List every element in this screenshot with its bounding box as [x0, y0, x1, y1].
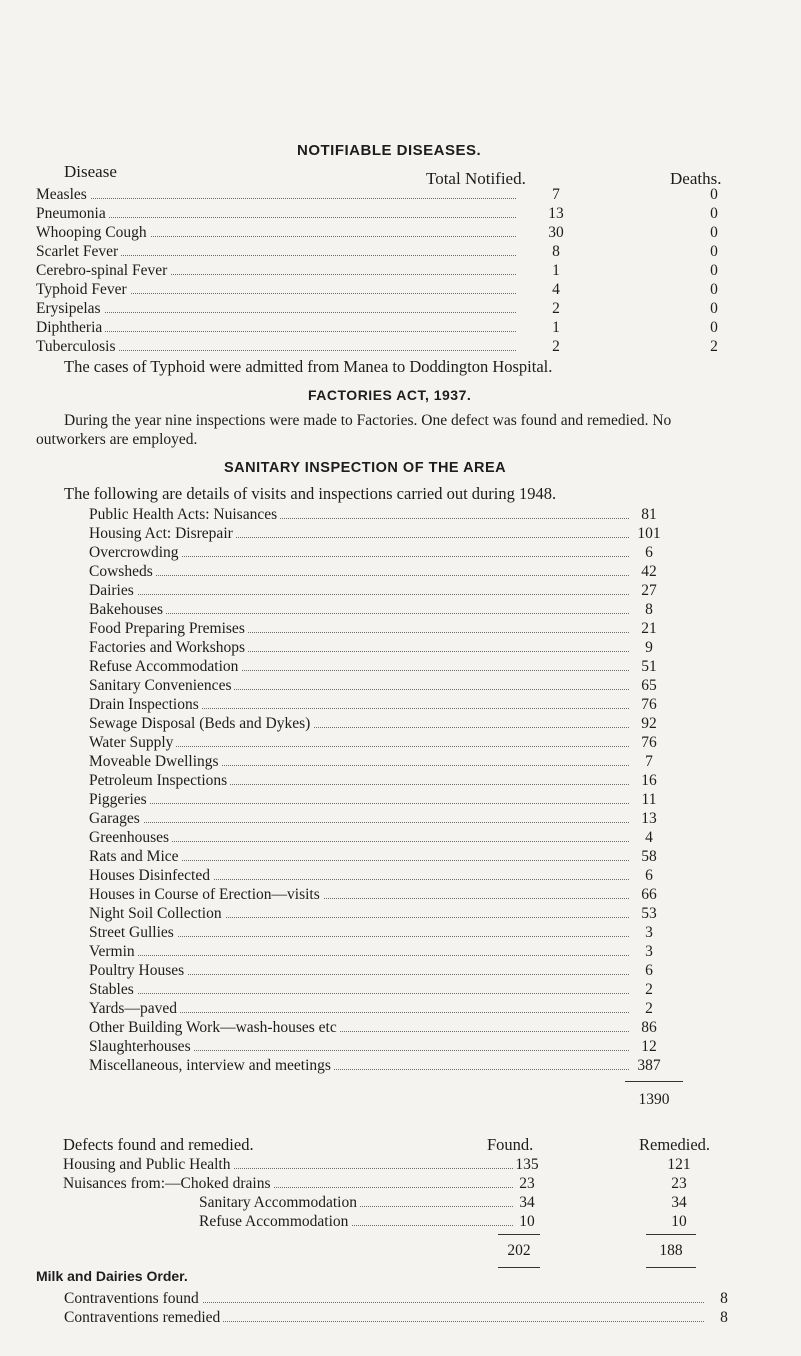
inspection-count: 13	[641, 810, 657, 827]
inspection-name: Sanitary Conveniences	[89, 676, 234, 695]
remedied-total-rule	[646, 1234, 696, 1235]
table-row	[89, 904, 689, 923]
sanitary-title: SANITARY INSPECTION OF THE AREA	[224, 460, 507, 476]
inspection-name: Water Supply	[89, 733, 176, 752]
typhoid-note: The cases of Typhoid were admitted from Manea to Doddington Hospital.	[64, 357, 553, 376]
deaths: 2	[710, 338, 718, 355]
inspection-count: 3	[645, 943, 653, 960]
inspection-name: Street Gullies	[89, 923, 177, 942]
table-row	[89, 524, 689, 543]
inspection-count: 76	[641, 734, 657, 751]
table-row	[89, 733, 689, 752]
table-row	[36, 261, 736, 280]
deaths: 0	[710, 300, 718, 317]
defect-name: Housing and Public Health	[63, 1155, 233, 1174]
table-row	[36, 318, 736, 337]
table-row	[89, 847, 689, 866]
table-row	[89, 657, 689, 676]
col-found-header: Found.	[487, 1135, 534, 1154]
defect-name: Refuse Accommodation	[199, 1212, 351, 1231]
inspection-name: Rats and Mice	[89, 847, 182, 866]
found-bottom-rule	[498, 1267, 540, 1268]
table-row	[36, 280, 736, 299]
table-row	[89, 581, 689, 600]
inspection-name: Poultry Houses	[89, 961, 187, 980]
inspection-name: Food Preparing Premises	[89, 619, 248, 638]
remedied-bottom-rule	[646, 1267, 696, 1268]
inspection-count: 51	[641, 658, 657, 675]
defects-remedied: 10	[671, 1213, 687, 1230]
inspection-name: Slaughterhouses	[89, 1037, 194, 1056]
notifiable-title: NOTIFIABLE DISEASES.	[297, 142, 482, 159]
table-row	[89, 619, 689, 638]
defects-total-found: 202	[507, 1242, 531, 1259]
disease-name: Measles	[36, 185, 90, 204]
inspection-name: Overcrowding	[89, 543, 182, 562]
disease-name: Pneumonia	[36, 204, 109, 223]
defects-total-remedied: 188	[659, 1242, 683, 1259]
inspection-count: 101	[637, 525, 661, 542]
col-remedied-header: Remedied.	[639, 1135, 711, 1154]
total-notified: 30	[548, 224, 564, 241]
defects-found: 23	[519, 1175, 535, 1192]
inspection-count: 42	[641, 563, 657, 580]
sanitary-intro: The following are details of visits and inspections carried out during 1948.	[64, 484, 557, 503]
defects-remedied: 23	[671, 1175, 687, 1192]
inspection-name: Stables	[89, 980, 137, 999]
table-row	[64, 1308, 744, 1327]
table-row	[89, 714, 689, 733]
total-notified: 2	[552, 300, 560, 317]
table-row	[89, 923, 689, 942]
defect-name: Sanitary Accommodation	[199, 1193, 360, 1212]
total-notified: 1	[552, 262, 560, 279]
inspection-name: Dairies	[89, 581, 137, 600]
disease-name: Cerebro-spinal Fever	[36, 261, 170, 280]
table-row	[89, 1018, 689, 1037]
disease-name: Scarlet Fever	[36, 242, 121, 261]
table-row	[89, 961, 689, 980]
inspection-count: 4	[645, 829, 653, 846]
inspection-name: Factories and Workshops	[89, 638, 248, 657]
inspection-count: 27	[641, 582, 657, 599]
inspection-name: Drain Inspections	[89, 695, 202, 714]
inspection-name: Sewage Disposal (Beds and Dykes)	[89, 714, 313, 733]
table-row	[89, 505, 689, 524]
inspection-name: Greenhouses	[89, 828, 172, 847]
total-notified: 2	[552, 338, 560, 355]
disease-name: Erysipelas	[36, 299, 104, 318]
contravention-count: 8	[720, 1309, 728, 1326]
table-row	[89, 676, 689, 695]
contravention-name: Contraventions remedied	[64, 1308, 223, 1327]
table-row	[89, 980, 689, 999]
disease-name: Typhoid Fever	[36, 280, 130, 299]
total-notified: 4	[552, 281, 560, 298]
inspection-count: 6	[645, 962, 653, 979]
deaths: 0	[710, 319, 718, 336]
table-row	[36, 185, 736, 204]
disease-name: Tuberculosis	[36, 337, 119, 356]
disease-name: Diphtheria	[36, 318, 105, 337]
inspection-count: 2	[645, 981, 653, 998]
table-row	[89, 752, 689, 771]
inspection-count: 7	[645, 753, 653, 770]
table-row	[89, 1037, 689, 1056]
inspection-name: Refuse Accommodation	[89, 657, 241, 676]
table-row	[89, 543, 689, 562]
inspection-name: Bakehouses	[89, 600, 166, 619]
deaths: 0	[710, 224, 718, 241]
table-row	[36, 299, 736, 318]
inspection-count: 86	[641, 1019, 657, 1036]
table-row	[89, 828, 689, 847]
defects-found: 135	[515, 1156, 539, 1173]
table-row	[89, 638, 689, 657]
sanitary-total: 1390	[638, 1091, 670, 1108]
deaths: 0	[710, 262, 718, 279]
total-notified: 7	[552, 186, 560, 203]
inspection-name: Yards—paved	[89, 999, 180, 1018]
inspection-count: 21	[641, 620, 657, 637]
col-disease-header: Disease	[64, 162, 117, 181]
factories-title: FACTORIES ACT, 1937.	[308, 387, 472, 403]
inspection-name: Piggeries	[89, 790, 150, 809]
inspection-count: 58	[641, 848, 657, 865]
table-row	[89, 885, 689, 904]
total-notified: 1	[552, 319, 560, 336]
table-row	[89, 809, 689, 828]
table-row	[89, 600, 689, 619]
disease-name: Whooping Cough	[36, 223, 150, 242]
total-notified: 8	[552, 243, 560, 260]
inspection-name: Cowsheds	[89, 562, 156, 581]
found-total-rule	[498, 1234, 540, 1235]
inspection-count: 11	[641, 791, 657, 808]
defects-title: Defects found and remedied.	[63, 1135, 254, 1154]
inspection-name: Houses Disinfected	[89, 866, 213, 885]
table-row	[199, 1212, 703, 1231]
table-row	[36, 242, 736, 261]
factories-text: During the year nine inspections were made to Factories. One defect was found and remedied. No outworkers are employed.	[36, 412, 672, 448]
sanitary-total-rule	[625, 1081, 683, 1082]
table-row	[63, 1174, 703, 1193]
table-row	[89, 771, 689, 790]
contravention-name: Contraventions found	[64, 1289, 202, 1308]
contravention-count: 8	[720, 1290, 728, 1307]
inspection-count: 65	[641, 677, 657, 694]
inspection-name: Miscellaneous, interview and meetings	[89, 1056, 334, 1075]
table-row	[89, 942, 689, 961]
table-row	[36, 337, 736, 356]
inspection-count: 76	[641, 696, 657, 713]
table-row	[89, 866, 689, 885]
inspection-name: Garages	[89, 809, 143, 828]
inspection-count: 53	[641, 905, 657, 922]
table-row	[89, 999, 689, 1018]
inspection-name: Night Soil Collection	[89, 904, 225, 923]
inspection-name: Vermin	[89, 942, 138, 961]
defects-remedied: 34	[671, 1194, 687, 1211]
inspection-count: 92	[641, 715, 657, 732]
inspection-name: Moveable Dwellings	[89, 752, 222, 771]
col-total-header: Total Notified.	[426, 169, 526, 188]
inspection-count: 6	[645, 544, 653, 561]
table-row	[89, 790, 689, 809]
inspection-name: Other Building Work—wash-houses etc	[89, 1018, 340, 1037]
table-row	[89, 562, 689, 581]
inspection-count: 66	[641, 886, 657, 903]
total-notified: 13	[548, 205, 564, 222]
inspection-name: Petroleum Inspections	[89, 771, 230, 790]
deaths: 0	[710, 186, 718, 203]
table-row	[89, 695, 689, 714]
inspection-count: 2	[645, 1000, 653, 1017]
table-row	[63, 1155, 703, 1174]
defect-name: Nuisances from:—Choked drains	[63, 1174, 274, 1193]
inspection-name: Public Health Acts: Nuisances	[89, 505, 280, 524]
defects-found: 10	[519, 1213, 535, 1230]
inspection-count: 16	[641, 772, 657, 789]
table-row	[36, 223, 736, 242]
defects-remedied: 121	[667, 1156, 691, 1173]
table-row	[199, 1193, 703, 1212]
inspection-count: 387	[637, 1057, 661, 1074]
col-deaths-header: Deaths.	[670, 169, 722, 188]
table-row	[89, 1056, 689, 1075]
deaths: 0	[710, 205, 718, 222]
inspection-count: 6	[645, 867, 653, 884]
deaths: 0	[710, 243, 718, 260]
inspection-name: Housing Act: Disrepair	[89, 524, 236, 543]
inspection-count: 12	[641, 1038, 657, 1055]
inspection-name: Houses in Course of Erection—visits	[89, 885, 323, 904]
inspection-count: 81	[641, 506, 657, 523]
inspection-count: 3	[645, 924, 653, 941]
inspection-count: 9	[645, 639, 653, 656]
defects-found: 34	[519, 1194, 535, 1211]
deaths: 0	[710, 281, 718, 298]
inspection-count: 8	[645, 601, 653, 618]
table-row	[64, 1289, 744, 1308]
milk-title: Milk and Dairies Order.	[36, 1268, 188, 1284]
table-row	[36, 204, 736, 223]
